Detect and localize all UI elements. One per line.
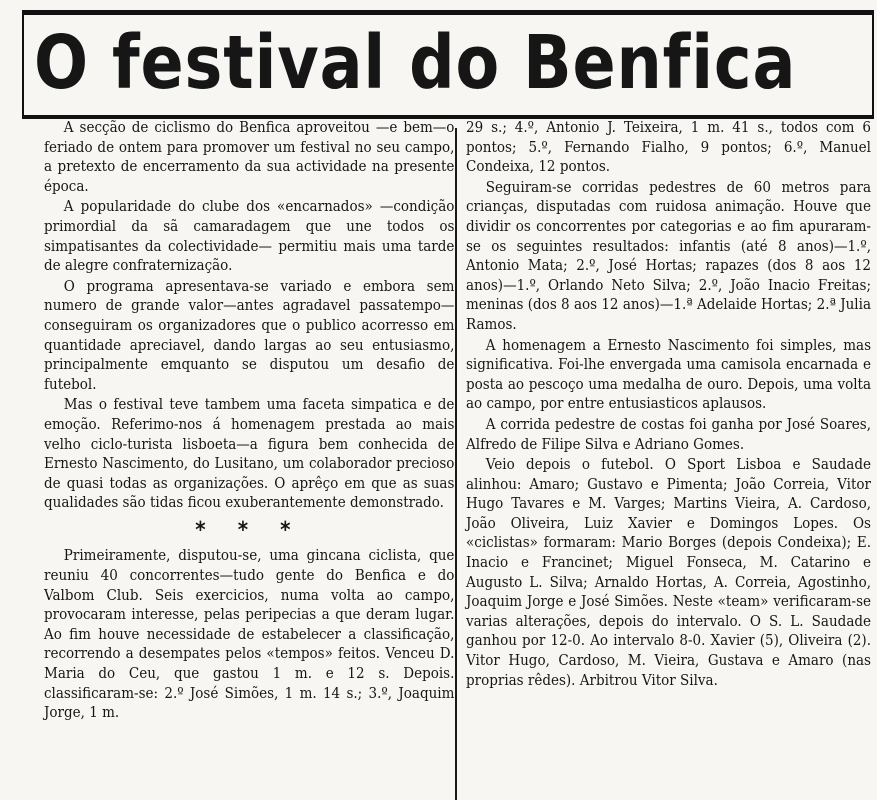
paragraph-gincana: Primeiramente, disputou-se, uma gincana ciclista, que reuniu 40 concorrentes—tudo gente do Benfica e do Valbom Club. Seis exercicios, numa volta ao campo, provocaram interesse, pelas peripecias a que deram lugar. Ao fim houve necessidade de estabelecer a classificação, recorrendo a desempates pelos «tempos» feitos. Venceu D. Maria do Ceu, que gastou 1 m. e 12 s. Depois. classificaram-se: 2.º José Simões, 1 m. 14 s.; 3.º, Joaquim Jorge, 1 m. <box>44 546 455 722</box>
headline: O festival do Benfica <box>34 20 797 106</box>
paragraph-races: Seguiram-se corridas pedestres de 60 metros para crianças, disputadas com ruidosa animação. Houve que dividir os concorrentes por categorias e ao fim apuraram-se os seguintes resultados: infantis (até 8 anos)—1.º, Antonio Mata; 2.º, José Hortas; rapazes (dos 8 aos 12 anos)—1.º, Orlando Neto Silva; 2.º, João Inacio Freitas; meninas (dos 8 aos 12 anos)—1.ª Adelaide Hortas; 2.ª Julia Ramos. <box>466 177 871 333</box>
paragraph-tribute: Mas o festival teve tambem uma faceta simpatica e de emoção. Referimo-nos á homenagem prestada ao mais velho ciclo-turista lisboeta—a figura bem conhecida de Ernesto Nascimento, do Lusitano, um colaborador precioso de quasi todas as organizações. O aprêço em que as suas qualidades são tidas ficou exuberantemente demonstrado. <box>44 395 455 512</box>
column-rule <box>455 128 457 800</box>
paragraph-popularity: A popularidade do clube dos «encarnados» —condição primordial da sã camaradagem que une todos os simpatisantes da colectividade— permitiu mais uma tarde de alegre confraternização. <box>44 197 455 275</box>
left-column <box>44 118 454 724</box>
right-column <box>466 118 871 691</box>
section-separator: * * * <box>195 517 304 543</box>
paragraph-football: Veio depois o futebol. O Sport Lisboa e Saudade alinhou: Amaro; Gustavo e Pimenta; João Correia, Vitor Hugo Tavares e M. Varges; Martins Vieira, A. Cardoso, João Oliveira, Luiz Xavier e Domingos Lopes. Os «ciclistas» formaram: Mario Borges (depois Condeixa); E. Inacio e Francinet; Miguel Fonseca, M. Catarino e Augusto L. Silva; Arnaldo Hortas, A. Correia, Agostinho, Joaquim Jorge e José Simões. Neste «team» verificaram-se varias alterações, depois do intervalo. O S. L. Saudade ganhou por 12-0. Ao intervalo 8-0. Xavier (5), Oliveira (2). Vitor Hugo, Cardoso, M. Vieira, Gustava e Amaro (nas proprias rêdes). Arbitrou Vitor Silva. <box>466 455 871 689</box>
paragraph-continuation: 29 s.; 4.º, Antonio J. Teixeira, 1 m. 41 s., todos com 6 pontos; 5.º, Fernando Fialho, 9 pontos; 6.º, Manuel Condeixa, 12 pontos. <box>466 118 871 176</box>
paragraph-backwards-race: A corrida pedestre de costas foi ganha por José Soares, Alfredo de Filipe Silva e Adriano Gomes. <box>466 414 871 453</box>
paragraph-intro: A secção de ciclismo do Benfica aproveitou —e bem—o feriado de ontem para promover um festival no seu campo, a pretexto de encerramento da sua actividade na presente época. <box>44 118 455 195</box>
paragraph-programme: O programa apresentava-se variado e embora sem numero de grande valor—antes agradavel passatempo—conseguiram os organizadores que o publico acorresso em quantidade apreciavel, dando largas ao seu entusiasmo, principalmente emquanto se disputou um desafio de futebol. <box>44 276 455 393</box>
paragraph-homage: A homenagem a Ernesto Nascimento foi simples, mas significativa. Foi-lhe envergada uma camisola encarnada e posta ao pescoço uma medalha de ouro. Depois, uma volta ao campo, por entre entusiasticos aplausos. <box>466 335 871 413</box>
